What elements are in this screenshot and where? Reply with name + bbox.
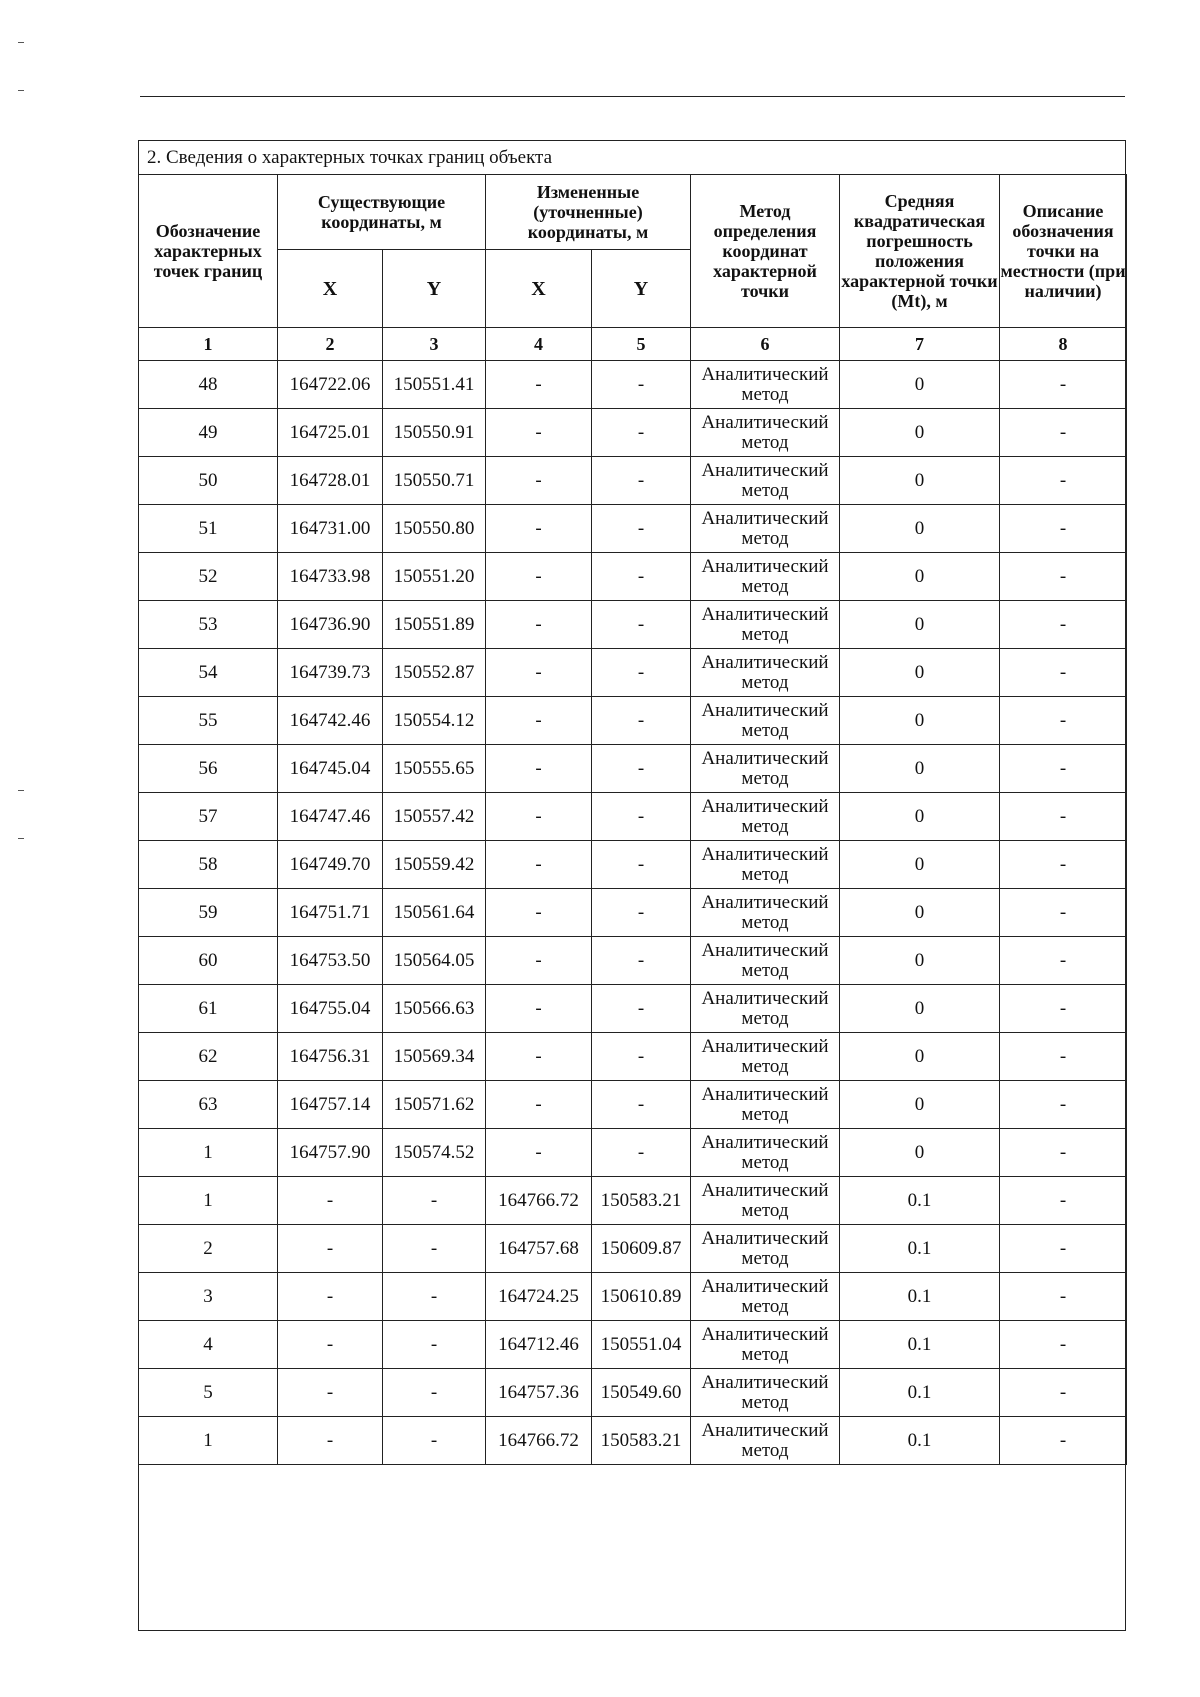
description-cell: - [1000,985,1127,1033]
table-row [139,505,1127,553]
method-cell: Аналитический метод [691,1417,840,1465]
rmse-cell: 0 [840,553,1000,601]
point-cell: 55 [139,697,278,745]
point-cell: 2 [139,1225,278,1273]
column-number: 4 [486,328,592,361]
table-row [139,937,1127,985]
method-cell: Аналитический метод [691,841,840,889]
table-row [139,1129,1127,1177]
existing-y-cell: - [383,1225,486,1273]
rmse-cell: 0 [840,457,1000,505]
changed-x-cell: - [486,937,592,985]
method-cell: Аналитический метод [691,1369,840,1417]
changed-x-cell: - [486,553,592,601]
header-rmse: Средняя квадратическая погрешность положения характерной точки (Mt), м [840,175,1000,328]
method-cell: Аналитический метод [691,649,840,697]
table-row [139,1417,1127,1465]
rmse-cell: 0 [840,409,1000,457]
existing-y-cell: 150566.63 [383,985,486,1033]
rmse-cell: 0 [840,793,1000,841]
changed-x-cell: - [486,505,592,553]
boundary-points-table [138,174,1127,1465]
existing-y-cell: 150550.91 [383,409,486,457]
method-cell: Аналитический метод [691,1273,840,1321]
rmse-cell: 0 [840,889,1000,937]
existing-y-cell: 150551.41 [383,361,486,409]
method-cell: Аналитический метод [691,361,840,409]
method-cell: Аналитический метод [691,1033,840,1081]
changed-x-cell: 164724.25 [486,1273,592,1321]
rmse-cell: 0 [840,697,1000,745]
changed-y-cell: - [592,553,691,601]
table-row [139,601,1127,649]
existing-y-cell: 150550.71 [383,457,486,505]
point-cell: 5 [139,1369,278,1417]
table-row [139,457,1127,505]
points-section-frame [138,140,1126,1631]
changed-y-cell: 150551.04 [592,1321,691,1369]
table-row [139,1033,1127,1081]
rmse-cell: 0.1 [840,1321,1000,1369]
existing-x-cell: 164736.90 [278,601,383,649]
header-existing-y: Y [383,250,486,328]
table-row [139,793,1127,841]
existing-y-cell: 150550.80 [383,505,486,553]
table-row [139,553,1127,601]
point-cell: 50 [139,457,278,505]
existing-x-cell: 164742.46 [278,697,383,745]
point-cell: 53 [139,601,278,649]
scan-mark [18,790,24,791]
changed-y-cell: - [592,1129,691,1177]
method-cell: Аналитический метод [691,1129,840,1177]
header-description: Описание обозначения точки на местности (при наличии) [1000,175,1127,328]
table-row [139,361,1127,409]
existing-y-cell: 150557.42 [383,793,486,841]
existing-y-cell: 150564.05 [383,937,486,985]
description-cell: - [1000,745,1127,793]
existing-y-cell: 150569.34 [383,1033,486,1081]
rmse-cell: 0 [840,985,1000,1033]
column-number: 1 [139,328,278,361]
rmse-cell: 0 [840,505,1000,553]
rmse-cell: 0 [840,937,1000,985]
changed-y-cell: - [592,937,691,985]
point-cell: 62 [139,1033,278,1081]
rmse-cell: 0 [840,361,1000,409]
existing-x-cell: 164733.98 [278,553,383,601]
existing-y-cell: - [383,1273,486,1321]
table-row [139,1273,1127,1321]
method-cell: Аналитический метод [691,601,840,649]
description-cell: - [1000,457,1127,505]
rmse-cell: 0 [840,1033,1000,1081]
description-cell: - [1000,889,1127,937]
column-number: 2 [278,328,383,361]
method-cell: Аналитический метод [691,697,840,745]
point-cell: 1 [139,1129,278,1177]
changed-y-cell: - [592,793,691,841]
table-row [139,1321,1127,1369]
existing-y-cell: - [383,1369,486,1417]
description-cell: - [1000,553,1127,601]
method-cell: Аналитический метод [691,1321,840,1369]
rmse-cell: 0.1 [840,1369,1000,1417]
point-cell: 60 [139,937,278,985]
existing-y-cell: 150555.65 [383,745,486,793]
existing-x-cell: 164722.06 [278,361,383,409]
existing-x-cell: 164755.04 [278,985,383,1033]
changed-y-cell: - [592,649,691,697]
changed-x-cell: - [486,601,592,649]
changed-x-cell: - [486,745,592,793]
existing-y-cell: 150571.62 [383,1081,486,1129]
header-method: Метод определения координат характерной точки [691,175,840,328]
changed-x-cell: - [486,793,592,841]
changed-x-cell: - [486,649,592,697]
existing-x-cell: 164728.01 [278,457,383,505]
changed-x-cell: 164757.36 [486,1369,592,1417]
changed-y-cell: - [592,361,691,409]
changed-y-cell: - [592,1033,691,1081]
changed-y-cell: - [592,601,691,649]
point-cell: 3 [139,1273,278,1321]
method-cell: Аналитический метод [691,505,840,553]
existing-x-cell: 164757.90 [278,1129,383,1177]
changed-x-cell: - [486,841,592,889]
rmse-cell: 0.1 [840,1177,1000,1225]
table-row [139,889,1127,937]
table-row [139,409,1127,457]
changed-y-cell: 150610.89 [592,1273,691,1321]
existing-x-cell: 164751.71 [278,889,383,937]
description-cell: - [1000,601,1127,649]
table-row [139,649,1127,697]
point-cell: 4 [139,1321,278,1369]
rmse-cell: 0 [840,841,1000,889]
header-changed-y: Y [592,250,691,328]
existing-x-cell: - [278,1177,383,1225]
changed-y-cell: - [592,697,691,745]
existing-x-cell: 164745.04 [278,745,383,793]
changed-x-cell: 164766.72 [486,1177,592,1225]
method-cell: Аналитический метод [691,457,840,505]
rmse-cell: 0.1 [840,1417,1000,1465]
description-cell: - [1000,1033,1127,1081]
changed-y-cell: 150549.60 [592,1369,691,1417]
existing-x-cell: - [278,1273,383,1321]
description-cell: - [1000,697,1127,745]
column-number: 8 [1000,328,1127,361]
method-cell: Аналитический метод [691,889,840,937]
method-cell: Аналитический метод [691,745,840,793]
description-cell: - [1000,1225,1127,1273]
existing-y-cell: 150561.64 [383,889,486,937]
column-number: 7 [840,328,1000,361]
rmse-cell: 0.1 [840,1273,1000,1321]
changed-x-cell: 164712.46 [486,1321,592,1369]
method-cell: Аналитический метод [691,793,840,841]
description-cell: - [1000,361,1127,409]
method-cell: Аналитический метод [691,553,840,601]
changed-y-cell: - [592,457,691,505]
changed-x-cell: 164757.68 [486,1225,592,1273]
existing-x-cell: - [278,1369,383,1417]
table-row [139,745,1127,793]
scan-mark [18,42,24,43]
scan-mark [18,838,24,839]
description-cell: - [1000,1081,1127,1129]
rmse-cell: 0 [840,649,1000,697]
existing-x-cell: - [278,1321,383,1369]
point-cell: 61 [139,985,278,1033]
description-cell: - [1000,1321,1127,1369]
point-cell: 1 [139,1417,278,1465]
method-cell: Аналитический метод [691,1081,840,1129]
changed-y-cell: - [592,1081,691,1129]
table-row [139,697,1127,745]
point-cell: 57 [139,793,278,841]
header-changed-x: X [486,250,592,328]
table-body [139,361,1127,1465]
point-cell: 58 [139,841,278,889]
existing-x-cell: - [278,1225,383,1273]
existing-x-cell: 164747.46 [278,793,383,841]
method-cell: Аналитический метод [691,1225,840,1273]
description-cell: - [1000,1417,1127,1465]
scan-mark [18,90,24,91]
point-cell: 51 [139,505,278,553]
existing-x-cell: 164757.14 [278,1081,383,1129]
table-row [139,1225,1127,1273]
point-cell: 54 [139,649,278,697]
header-designation: Обозначение характерных точек границ [139,175,278,328]
table-row [139,841,1127,889]
changed-x-cell: - [486,697,592,745]
point-cell: 52 [139,553,278,601]
method-cell: Аналитический метод [691,409,840,457]
existing-y-cell: 150551.20 [383,553,486,601]
changed-x-cell: 164766.72 [486,1417,592,1465]
description-cell: - [1000,649,1127,697]
changed-y-cell: - [592,841,691,889]
table-row [139,1177,1127,1225]
point-cell: 49 [139,409,278,457]
existing-x-cell: 164739.73 [278,649,383,697]
existing-y-cell: 150551.89 [383,601,486,649]
changed-x-cell: - [486,1129,592,1177]
existing-x-cell: 164753.50 [278,937,383,985]
changed-y-cell: - [592,985,691,1033]
rmse-cell: 0.1 [840,1225,1000,1273]
method-cell: Аналитический метод [691,1177,840,1225]
section-title: 2. Сведения о характерных точках границ объекта [139,141,1125,175]
existing-x-cell: 164756.31 [278,1033,383,1081]
top-rule [140,96,1125,97]
point-cell: 1 [139,1177,278,1225]
point-cell: 59 [139,889,278,937]
column-number: 3 [383,328,486,361]
rmse-cell: 0 [840,1081,1000,1129]
description-cell: - [1000,793,1127,841]
existing-x-cell: 164731.00 [278,505,383,553]
header-existing-x: X [278,250,383,328]
description-cell: - [1000,1177,1127,1225]
existing-y-cell: - [383,1321,486,1369]
column-number: 5 [592,328,691,361]
method-cell: Аналитический метод [691,985,840,1033]
point-cell: 48 [139,361,278,409]
changed-x-cell: - [486,1081,592,1129]
point-cell: 56 [139,745,278,793]
changed-y-cell: 150583.21 [592,1417,691,1465]
table-row [139,985,1127,1033]
rmse-cell: 0 [840,601,1000,649]
existing-y-cell: - [383,1177,486,1225]
existing-y-cell: 150552.87 [383,649,486,697]
existing-x-cell: 164725.01 [278,409,383,457]
changed-y-cell: - [592,505,691,553]
existing-x-cell: - [278,1417,383,1465]
existing-y-cell: 150574.52 [383,1129,486,1177]
table-row [139,1081,1127,1129]
changed-y-cell: - [592,889,691,937]
changed-x-cell: - [486,889,592,937]
column-number: 6 [691,328,840,361]
description-cell: - [1000,1273,1127,1321]
description-cell: - [1000,841,1127,889]
changed-y-cell: 150609.87 [592,1225,691,1273]
changed-y-cell: - [592,745,691,793]
changed-x-cell: - [486,361,592,409]
existing-y-cell: 150559.42 [383,841,486,889]
description-cell: - [1000,505,1127,553]
description-cell: - [1000,937,1127,985]
method-cell: Аналитический метод [691,937,840,985]
existing-y-cell: - [383,1417,486,1465]
rmse-cell: 0 [840,1129,1000,1177]
changed-x-cell: - [486,457,592,505]
changed-x-cell: - [486,409,592,457]
rmse-cell: 0 [840,745,1000,793]
changed-x-cell: - [486,985,592,1033]
changed-y-cell: 150583.21 [592,1177,691,1225]
changed-x-cell: - [486,1033,592,1081]
description-cell: - [1000,1129,1127,1177]
header-changed-coords: Измененные (уточненные) координаты, м [486,175,691,250]
description-cell: - [1000,409,1127,457]
existing-x-cell: 164749.70 [278,841,383,889]
point-cell: 63 [139,1081,278,1129]
changed-y-cell: - [592,409,691,457]
header-existing-coords: Существующие координаты, м [278,175,486,250]
existing-y-cell: 150554.12 [383,697,486,745]
table-row [139,1369,1127,1417]
description-cell: - [1000,1369,1127,1417]
